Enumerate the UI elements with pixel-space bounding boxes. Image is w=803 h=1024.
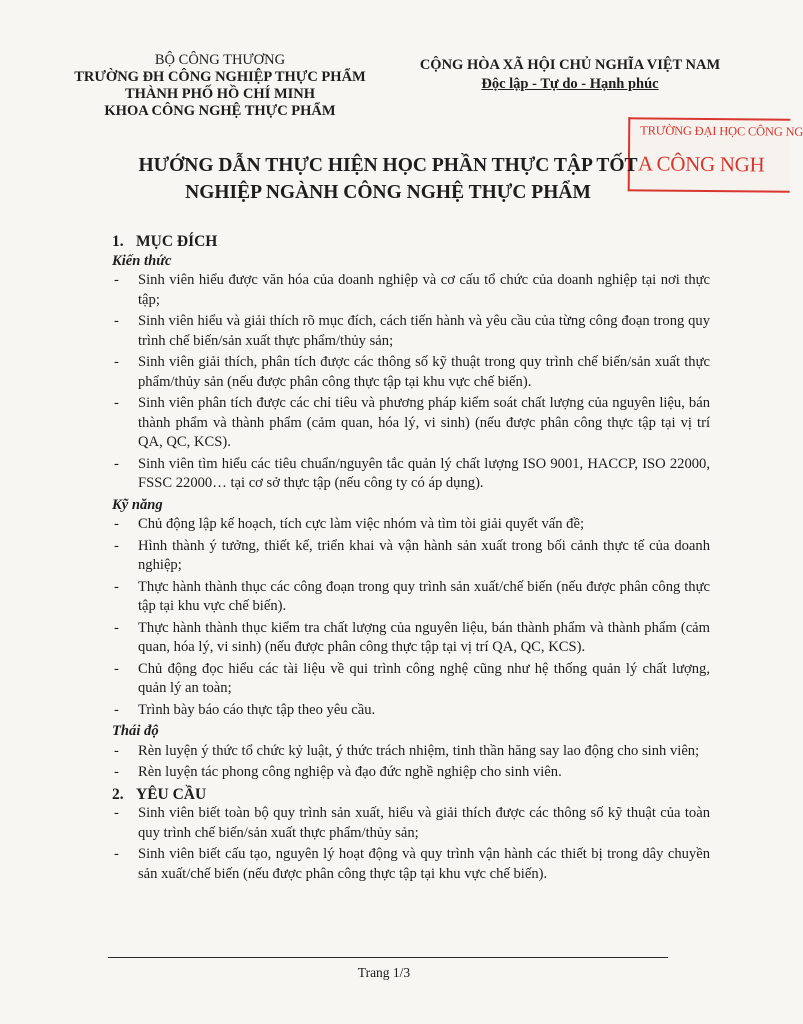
ministry-name: BỘ CÔNG THƯƠNG [154, 52, 286, 68]
section-heading-purpose [112, 232, 710, 252]
list-item: - Sinh viên giải thích, phân tích được các thông số kỹ thuật trong quy trình chế biến/sản xuất thực phẩm/thủy sản (nếu được phân công thực tập tại khu vực chế biến). [112, 353, 710, 392]
page-number: Trang 1/3 [357, 965, 411, 980]
subheading-attitude: Thái độ [112, 723, 159, 739]
list-item: - Chủ động đọc hiểu các tài liệu về qui trình công nghệ cũng như hệ thống quản lý chất lượng, quản lý an toàn; [112, 660, 710, 699]
school-name-line1: TRƯỜNG ĐH CÔNG NGHIỆP THỰC PHẨM [74, 69, 366, 85]
nation-name: CỘNG HÒA XÃ HỘI CHỦ NGHĨA VIỆT NAM [419, 57, 721, 73]
national-motto: Độc lập - Tự do - Hạnh phúc [481, 76, 659, 92]
list-item: - Trình bày báo cáo thực tập theo yêu cầu. [112, 701, 710, 721]
faculty-name: KHOA CÔNG NGHỆ THỰC PHẨM [104, 103, 336, 119]
attitude-list [112, 742, 710, 783]
document-title [108, 152, 668, 206]
list-item: - Sinh viên phân tích được các chỉ tiêu và phương pháp kiểm soát chất lượng của nguyên liệu, bán thành phẩm và thành phẩm (cảm quan, hóa lý, vi sinh) (nếu được phân công thực tập tại vị trí QA, QC, KCS). [112, 394, 710, 453]
knowledge-list [112, 271, 710, 494]
requirements-list [112, 804, 710, 884]
section-number: 1. [112, 233, 124, 250]
section-title: MỤC ĐÍCH [136, 233, 218, 250]
list-item: - Sinh viên tìm hiểu các tiêu chuẩn/nguyên tắc quản lý chất lượng ISO 9001, HACCP, ISO 22000, FSSC 22000… tại cơ sở thực tập (nếu công ty có áp dụng). [112, 455, 710, 494]
list-item: - Sinh viên biết toàn bộ quy trình sản xuất, hiểu và giải thích được các thông số kỹ thuật của toàn quy trình chế biến/sản xuất thực phẩm/thủy sản; [112, 804, 710, 843]
stamp-line1: TRƯỜNG ĐẠI HỌC CÔNG NG [640, 123, 803, 139]
list-item: - Chủ động lập kế hoạch, tích cực làm việc nhóm và tìm tòi giải quyết vấn đề; [112, 515, 710, 535]
list-item: - Hình thành ý tưởng, thiết kế, triển khai và vận hành sản xuất trong bối cảnh thực tế của doanh nghiệp; [112, 537, 710, 576]
list-item: - Rèn luyện tác phong công nghiệp và đạo đức nghề nghiệp cho sinh viên. [112, 763, 710, 783]
list-item: - Sinh viên hiểu và giải thích rõ mục đích, cách tiến hành và yêu cầu của từng công đoạn trong quy trình chế biến/sản xuất thực phẩm/thủy sản; [112, 312, 710, 351]
section-heading-requirements [112, 785, 710, 805]
list-item: - Thực hành thành thục các công đoạn trong quy trình sản xuất/chế biến (nếu được phân công thực tập tại khu vực chế biến). [112, 578, 710, 617]
subheading-skills: Kỹ năng [112, 496, 163, 513]
list-item: - Sinh viên biết cấu tạo, nguyên lý hoạt động và quy trình vận hành các thiết bị trong dây chuyền sản xuất/chế biến (nếu được phân công thực tập tại khu vực chế biến). [112, 845, 710, 884]
document-body [112, 232, 710, 886]
section-title: YÊU CẦU [136, 785, 207, 803]
footer-divider [108, 957, 668, 958]
stamp-line2: A CÔNG NGH [637, 151, 765, 177]
subheading-knowledge: Kiến thức [112, 252, 172, 269]
title-line2: NGHIỆP NGÀNH CÔNG NGHỆ THỰC PHẨM [185, 182, 591, 203]
list-item: - Thực hành thành thục kiểm tra chất lượng của nguyên liệu, bán thành phẩm và thành phẩm (cảm quan, hóa lý, vi sinh) (nếu được phân công thực tập tại vị trí QA, QC, KCS). [112, 619, 710, 658]
list-item: - Sinh viên hiểu được văn hóa của doanh nghiệp và cơ cấu tổ chức của doanh nghiệp tại nơi thực tập; [112, 271, 710, 310]
list-item: - Rèn luyện ý thức tổ chức kỷ luật, ý thức trách nhiệm, tinh thần hăng say lao động cho sinh viên; [112, 742, 710, 762]
skills-list [112, 515, 710, 720]
section-number: 2. [112, 785, 124, 803]
title-line1: HƯỚNG DẪN THỰC HIỆN HỌC PHẦN THỰC TẬP TỐT [138, 155, 638, 176]
national-header [396, 56, 744, 94]
institution-header [60, 52, 380, 120]
school-name-line2: THÀNH PHỐ HỒ CHÍ MINH [124, 86, 316, 102]
